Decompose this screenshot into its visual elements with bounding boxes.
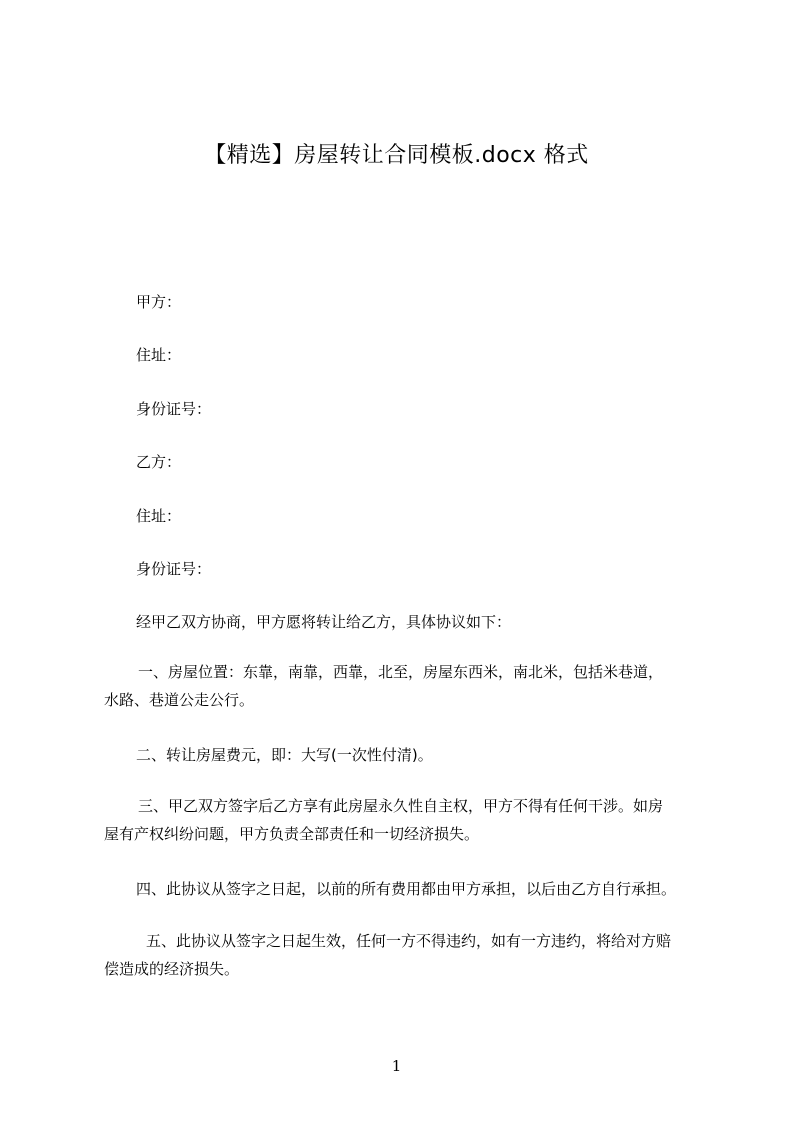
- clause-5-line-1: 五、此协议从签字之日起生效，任何一方不得违约，如有一方违约，将给对方赔: [146, 932, 672, 950]
- document-title: 【精选】房屋转让合同模板.docx 格式: [204, 143, 589, 168]
- clause-3: [104, 792, 704, 848]
- page-number: 1: [391, 1057, 402, 1075]
- agreement-intro: 经甲乙双方协商，甲方愿将转让给乙方，具体协议如下：: [136, 613, 512, 631]
- clause-3-line-2: 屋有产权纠纷问题，甲方负责全部责任和一切经济损失。: [104, 825, 480, 843]
- party-b-address-label: 住址：: [136, 507, 182, 525]
- party-a-address-label: 住址：: [136, 346, 182, 364]
- party-b-id-label: 身份证号：: [136, 560, 212, 578]
- clause-5-line-2: 偿造成的经济损失。: [104, 960, 240, 978]
- clause-1: [104, 658, 704, 714]
- clause-4: 四、此协议从签字之日起，以前的所有费用都由甲方承担，以后由乙方自行承担。: [136, 880, 677, 898]
- clause-1-line-2: 水路、巷道公走公行。: [104, 691, 255, 709]
- party-a-name-label: 甲方：: [136, 293, 182, 311]
- clause-2: 二、转让房屋费元，即：大写(一次性付清)。: [136, 746, 433, 764]
- clause-1-line-1: 一、房屋位置：东靠，南靠，西靠，北至，房屋东西米，南北米，包括米巷道，: [138, 663, 664, 681]
- party-a-id-label: 身份证号：: [136, 400, 212, 418]
- clause-5: [104, 927, 704, 983]
- party-b-name-label: 乙方：: [136, 453, 182, 471]
- clause-3-line-1: 三、甲乙双方签字后乙方享有此房屋永久性自主权，甲方不得有任何干涉。如房: [138, 797, 664, 815]
